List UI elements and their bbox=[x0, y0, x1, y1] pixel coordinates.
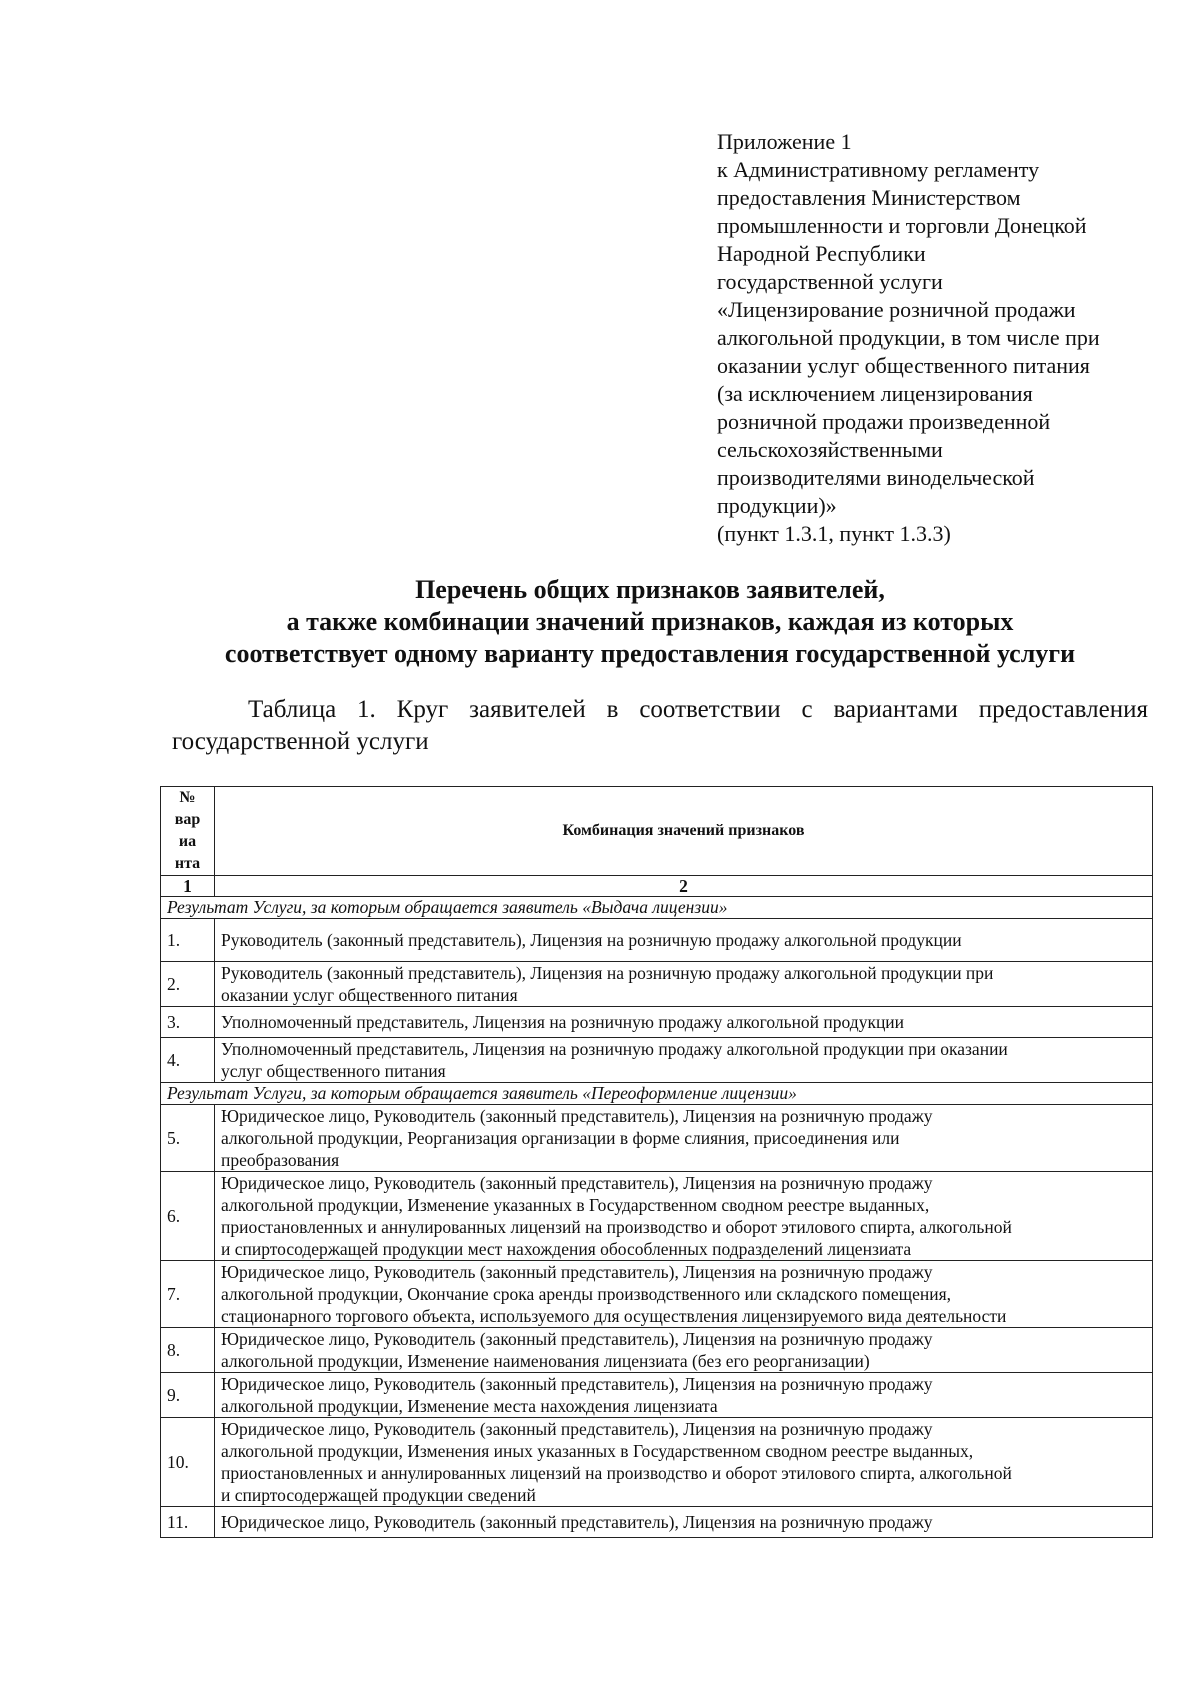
section-title: Результат Услуги, за которым обращается заявитель «Выдача лицензии» bbox=[161, 897, 1153, 919]
column-index-row bbox=[161, 876, 1153, 897]
applicants-table bbox=[160, 786, 1153, 1538]
appendix-line: (за исключением лицензирования bbox=[717, 381, 1033, 406]
row-text-line: оказании услуг общественного питания bbox=[221, 985, 518, 1005]
table-row bbox=[161, 1038, 1153, 1083]
appendix-line: промышленности и торговли Донецкой bbox=[717, 213, 1087, 238]
row-text-line: алкогольной продукции, Реорганизация организации в форме слияния, присоединения или bbox=[221, 1128, 900, 1148]
appendix-line: Приложение 1 bbox=[717, 129, 852, 154]
title-line: Перечень общих признаков заявителей, bbox=[415, 575, 885, 604]
table-row bbox=[161, 1105, 1153, 1172]
column-index-2: 2 bbox=[215, 876, 1153, 897]
row-text-line: Уполномоченный представитель, Лицензия на розничную продажу алкогольной продукции bbox=[221, 1012, 905, 1032]
row-text-line: Уполномоченный представитель, Лицензия на розничную продажу алкогольной продукции при оказании bbox=[221, 1039, 1008, 1059]
title-line: а также комбинации значений признаков, каждая из которых bbox=[286, 607, 1014, 636]
row-text-line: приостановленных и аннулированных лицензий на производство и оборот этилового спирта, алкогольной bbox=[221, 1217, 1012, 1237]
appendix-line: сельскохозяйственными bbox=[717, 437, 943, 462]
row-text-line: Юридическое лицо, Руководитель (законный представитель), Лицензия на розничную продажу bbox=[221, 1374, 933, 1394]
appendix-line: производителями винодельческой bbox=[717, 465, 1035, 490]
variant-combination bbox=[215, 1007, 1153, 1038]
row-text-line: услуг общественного питания bbox=[221, 1061, 446, 1081]
appendix-line: оказании услуг общественного питания bbox=[717, 353, 1090, 378]
row-text-line: алкогольной продукции, Изменение места нахождения лицензиата bbox=[221, 1396, 718, 1416]
variant-number: 9. bbox=[161, 1373, 215, 1418]
row-text-line: алкогольной продукции, Изменение указанных в Государственном сводном реестре выданных, bbox=[221, 1195, 930, 1215]
table-row bbox=[161, 1328, 1153, 1373]
variant-number: 2. bbox=[161, 962, 215, 1007]
section-row-reissue bbox=[161, 1083, 1153, 1105]
appendix-line: к Административному регламенту bbox=[717, 157, 1040, 182]
table-row bbox=[161, 962, 1153, 1007]
row-text-line: алкогольной продукции, Изменение наименования лицензиата (без его реорганизации) bbox=[221, 1351, 870, 1371]
row-text-line: и спиртосодержащей продукции мест нахождения обособленных подразделений лицензиата bbox=[221, 1239, 912, 1259]
table-row bbox=[161, 1418, 1153, 1507]
header-variant-number bbox=[161, 787, 215, 876]
variant-number: 5. bbox=[161, 1105, 215, 1172]
row-text-line: Юридическое лицо, Руководитель (законный представитель), Лицензия на розничную продажу bbox=[221, 1419, 933, 1439]
header-combination: Комбинация значений признаков bbox=[215, 787, 1153, 876]
row-text-line: Юридическое лицо, Руководитель (законный представитель), Лицензия на розничную продажу bbox=[221, 1106, 933, 1126]
appendix-line: Народной Республики bbox=[717, 241, 926, 266]
table-row bbox=[161, 1507, 1153, 1538]
document-title bbox=[100, 574, 1200, 670]
row-text-line: преобразования bbox=[221, 1150, 340, 1170]
variant-combination bbox=[215, 1328, 1153, 1373]
table-row bbox=[161, 1261, 1153, 1328]
appendix-line: (пункт 1.3.1, пункт 1.3.3) bbox=[717, 521, 951, 546]
appendix-line: предоставления Министерством bbox=[717, 185, 1021, 210]
appendix-line: алкогольной продукции, в том числе при bbox=[717, 325, 1100, 350]
caption-line: государственной услуги bbox=[172, 728, 429, 755]
variant-number: 4. bbox=[161, 1038, 215, 1083]
section-row-issue bbox=[161, 897, 1153, 919]
variant-combination bbox=[215, 1105, 1153, 1172]
caption-line: Таблица 1. Круг заявителей в соответствии с вариантами предоставления bbox=[248, 696, 1148, 723]
header-num-part: вар bbox=[174, 811, 201, 828]
row-text-line: и спиртосодержащей продукции сведений bbox=[221, 1485, 536, 1505]
variant-combination bbox=[215, 1172, 1153, 1261]
title-line: соответствует одному варианту предоставления государственной услуги bbox=[224, 639, 1076, 668]
row-text-line: Юридическое лицо, Руководитель (законный представитель), Лицензия на розничную продажу bbox=[221, 1512, 933, 1532]
section-title: Результат Услуги, за которым обращается заявитель «Переоформление лицензии» bbox=[161, 1083, 1153, 1105]
variant-number: 1. bbox=[161, 919, 215, 962]
variant-combination bbox=[215, 1418, 1153, 1507]
variant-combination bbox=[215, 919, 1153, 962]
table-row bbox=[161, 1172, 1153, 1261]
appendix-line: государственной услуги bbox=[717, 269, 943, 294]
appendix-line: розничной продажи произведенной bbox=[717, 409, 1051, 434]
appendix-line: продукции)» bbox=[717, 493, 837, 518]
variant-combination bbox=[215, 1261, 1153, 1328]
table-row bbox=[161, 919, 1153, 962]
appendix-line: «Лицензирование розничной продажи bbox=[717, 297, 1076, 322]
row-text-line: алкогольной продукции, Окончание срока аренды производственного или складского помещения, bbox=[221, 1284, 952, 1304]
table-caption bbox=[172, 694, 1148, 758]
row-text-line: Юридическое лицо, Руководитель (законный представитель), Лицензия на розничную продажу bbox=[221, 1173, 933, 1193]
table-row bbox=[161, 1373, 1153, 1418]
header-num-part: нта bbox=[174, 855, 201, 872]
header-num-part: иа bbox=[178, 833, 197, 850]
row-text-line: приостановленных и аннулированных лицензий на производство и оборот этилового спирта, алкогольной bbox=[221, 1463, 1012, 1483]
variant-number: 6. bbox=[161, 1172, 215, 1261]
variant-number: 10. bbox=[161, 1418, 215, 1507]
variant-combination bbox=[215, 1038, 1153, 1083]
variant-number: 8. bbox=[161, 1328, 215, 1373]
table-header-row bbox=[161, 787, 1153, 876]
row-text-line: алкогольной продукции, Изменения иных указанных в Государственном сводном реестре выданных, bbox=[221, 1441, 974, 1461]
row-text-line: Руководитель (законный представитель), Лицензия на розничную продажу алкогольной продукции при bbox=[221, 963, 994, 983]
variant-number: 7. bbox=[161, 1261, 215, 1328]
variant-number: 3. bbox=[161, 1007, 215, 1038]
row-text-line: Руководитель (законный представитель), Лицензия на розничную продажу алкогольной продукции bbox=[221, 930, 962, 950]
appendix-block bbox=[717, 128, 1157, 548]
row-text-line: стационарного торгового объекта, используемого для осуществления лицензируемого вида деятельности bbox=[221, 1306, 1007, 1326]
row-text-line: Юридическое лицо, Руководитель (законный представитель), Лицензия на розничную продажу bbox=[221, 1329, 933, 1349]
variant-combination bbox=[215, 1507, 1153, 1538]
table-row bbox=[161, 1007, 1153, 1038]
variant-number: 11. bbox=[161, 1507, 215, 1538]
row-text-line: Юридическое лицо, Руководитель (законный представитель), Лицензия на розничную продажу bbox=[221, 1262, 933, 1282]
header-num-part: № bbox=[179, 789, 196, 806]
variant-combination bbox=[215, 1373, 1153, 1418]
column-index-1: 1 bbox=[161, 876, 215, 897]
variant-combination bbox=[215, 962, 1153, 1007]
